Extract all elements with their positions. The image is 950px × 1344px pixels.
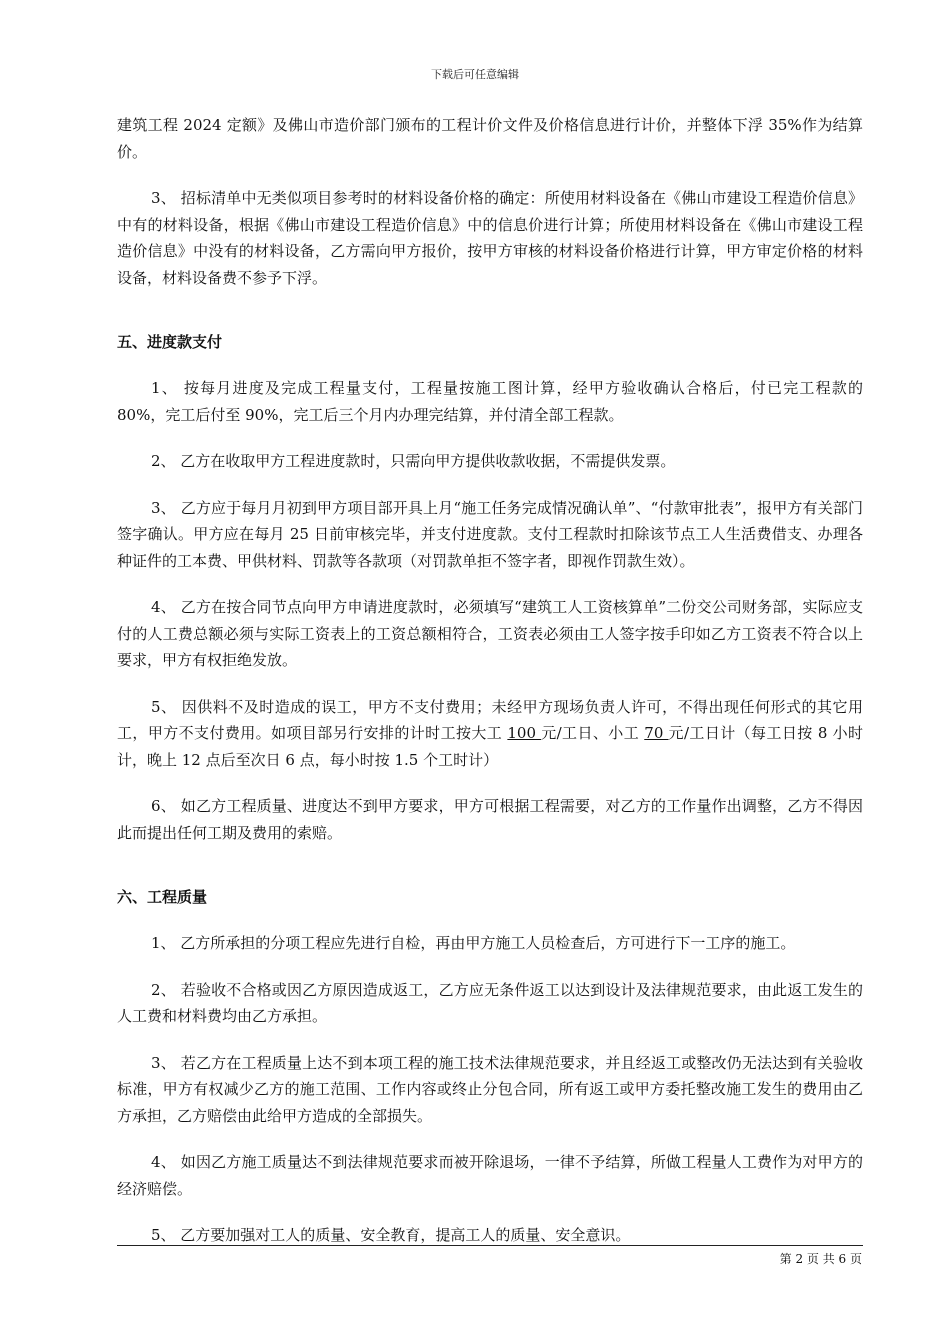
small-worker-rate: 70 bbox=[644, 724, 669, 742]
list-item: 1、 乙方所承担的分项工程应先进行自检，再由甲方施工人员检查后，方可进行下一工序的施工。 bbox=[151, 934, 796, 952]
paragraph-item-3: 3、 招标清单中无类似项目参考时的材料设备价格的确定：所使用材料设备在《佛山市建设工程造价信息》中有的材料设备，根据《佛山市建设工程造价信息》中的信息价进行计算；所使用材料设备在《佛山市建设工程造价信息》中没有的材料设备，乙方需向甲方报价，按甲方审核的材料设备价格进行计算，甲方审定价格的材料设备，材料设备费不参予下浮。 bbox=[117, 189, 863, 287]
list-item bbox=[117, 694, 863, 774]
list-item: 2、 若验收不合格或因乙方原因造成返工，乙方应无条件返工以达到设计及法律规范要求，由此返工发生的人工费和材料费均由乙方承担。 bbox=[117, 980, 863, 1025]
page-number: 第 2 页 共 6 页 bbox=[779, 1252, 862, 1266]
item5-text-b: 元/工日、小工 bbox=[541, 724, 645, 742]
section-heading-quality: 六、工程质量 bbox=[117, 888, 208, 906]
page-header: 下载后可任意编辑 bbox=[431, 68, 519, 81]
list-item: 4、 如因乙方施工质量达不到法律规范要求而被开除退场，一律不予结算，所做工程量人工费作为对甲方的经济赔偿。 bbox=[117, 1153, 863, 1198]
list-item: 3、 乙方应于每月月初到甲方项目部开具上月“施工任务完成情况确认单”、“付款审批表”，报甲方有关部门签字确认。甲方应在每月 25 日前审核完毕，并支付进度款。支付工程款时扣除该节点工人生活费借支、办理各种证件的工本费、甲供材料、罚款等各款项（对罚款单拒不签字者，即视作罚款生效）。 bbox=[117, 498, 863, 570]
list-item: 4、 乙方在按合同节点向甲方申请进度款时，必须填写“建筑工人工资核算单”二份交公司财务部，实际应支付的人工费总额必须与实际工资表上的工资总额相符合，工资表必须由工人签字按手印如乙方工资表不符合以上要求，甲方有权拒绝发放。 bbox=[117, 598, 863, 669]
item5-text-a: 5、 因供料不及时造成的误工，甲方不支付费用；未经甲方现场负责人许可，不得出现任何形式的其它用工，甲方不支付费用。如项目部另行安排的计时工按大工 bbox=[117, 697, 863, 742]
page-content bbox=[117, 112, 863, 1269]
item5-text-c: 元/工日计（每工日按 8 小时计，晚上 12 点后至次日 6 点，每小时按 1.5 个工时计） bbox=[117, 724, 863, 769]
list-item: 3、 若乙方在工程质量上达不到本项工程的施工技术法律规范要求，并且经返工或整改仍无法达到有关验收标准，甲方有权减少乙方的施工范围、工作内容或终止分包合同，所有返工或甲方委托整改施工发生的费用由乙方承担，乙方赔偿由此给甲方造成的全部损失。 bbox=[117, 1053, 863, 1125]
list-item: 2、 乙方在收取甲方工程进度款时，只需向甲方提供收款收据，不需提供发票。 bbox=[151, 452, 676, 470]
list-item: 5、 乙方要加强对工人的质量、安全教育，提高工人的质量、安全意识。 bbox=[151, 1226, 631, 1244]
footer-divider bbox=[117, 1245, 863, 1246]
continued-paragraph: 建筑工程 2024 定额》及佛山市造价部门颁布的工程计价文件及价格信息进行计价，并整体下浮 35%作为结算价。 bbox=[117, 116, 863, 161]
list-item: 1、 按每月进度及完成工程量支付，工程量按施工图计算，经甲方验收确认合格后，付已完工程款的 80%，完工后付至 90%，完工后三个月内办理完结算，并付清全部工程款。 bbox=[117, 379, 863, 424]
big-worker-rate: 100 bbox=[507, 724, 542, 742]
list-item: 6、 如乙方工程质量、进度达不到甲方要求，甲方可根据工程需要，对乙方的工作量作出调整，乙方不得因此而提出任何工期及费用的索赔。 bbox=[117, 797, 863, 842]
section-heading-progress-payment: 五、进度款支付 bbox=[117, 333, 223, 351]
